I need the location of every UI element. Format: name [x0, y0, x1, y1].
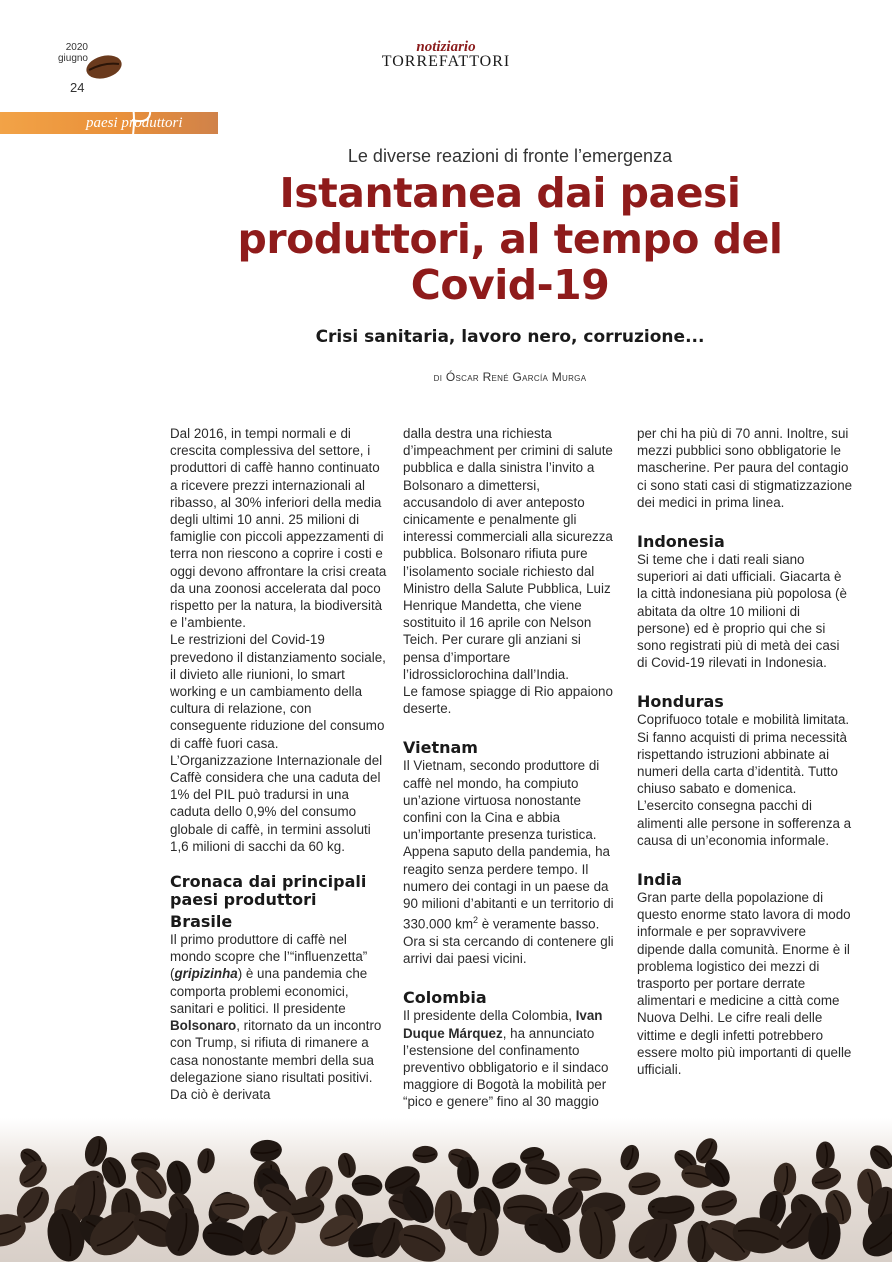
paragraph: Le famose spiagge di Rio appaiono deserte. [403, 684, 613, 717]
issue-month: giugno [57, 53, 88, 64]
coffee-beans-image [0, 1118, 892, 1262]
section-heading-cronaca: Cronaca dai principali paesi produttori [170, 872, 367, 910]
text-run: , ha annunciato l’estensione del confinamento preventivo obbligatorio e il sindaco maggiore di Bogotà la mobilità per “pico e genere” fino al 30 maggio [403, 1025, 609, 1110]
magazine-masthead [0, 40, 892, 70]
text-run: ) è una pandemia che comporta problemi economici, sanitari e politici. Il presidente [170, 966, 368, 1016]
text-run: , ritornato da un incontro con Trump, si rifiuta di rimanere a casa nonostante membri della sua delegazione siano risultati positivi. Da ciò è derivata [170, 1018, 382, 1102]
text-run: Il presidente della Colombia, [403, 1008, 576, 1024]
article-byline: di Óscar René García Murga [433, 370, 587, 384]
text-emphasis: Bolsonaro [170, 1018, 237, 1034]
article-kicker: Le diverse reazioni di fronte l’emergenza [347, 146, 673, 166]
page-number: 24 [70, 80, 85, 95]
section-heading-colombia: Colombia [403, 988, 487, 1008]
paragraph: L’esercito consegna pacchi di alimenti alle persone in sofferenza a causa di un’economia informale. [637, 798, 852, 848]
masthead-line2: TORREFATTORI [381, 53, 511, 70]
section-heading-honduras: Honduras [637, 692, 724, 712]
column-2 [403, 425, 618, 1111]
column-1 [170, 425, 388, 1103]
paragraph: Si teme che i dati reali siano superiori ai dati ufficiali. Giacarta è la città indonesiana più popolosa (è abitata da oltre 10 milioni di persone) ed è proprio qui che si sono registrati più di metà dei casi di Covid-19 rilevati in Indonesia. [637, 552, 847, 671]
superscript: 2 [472, 915, 478, 926]
paragraph-colombia [403, 1007, 618, 1110]
paragraph: per chi ha più di 70 anni. Inoltre, sui mezzi pubblici sono obbligatorie le mascherine. Per paura del contagio ci sono stati casi di stigmatizzazione dei medici in prima linea. [637, 426, 853, 510]
article-subtitle: Crisi sanitaria, lavoro nero, corruzione... [315, 327, 705, 347]
text-emphasis: Ivan Duque Márquez [403, 1008, 603, 1041]
text-run: Il Vietnam, secondo produttore di caffè nel mondo, ha compiuto un’azione virtuosa nonostante confini con la Cina e abbia un’importante presenza turistica. Appena saputo della pandemia, ha reagito senza perdere tempo. Il numero dei contagi in un paese da 90 milioni d’abitanti e un territorio di 330.000 km [403, 758, 614, 932]
paragraph: Dal 2016, in tempi normali e di crescita complessiva del settore, i produttori di caffè hanno continuato a ricevere prezzi internazionali al ribasso, al 30% inferiori della media degli ultimi 10 anni. 25 milioni di famiglie con piccoli appezzamenti di terra non riescono a coprire i costi e oggi devono affrontare la crisi creata da una zoonosi accelerata dal poco rispetto per la natura, la biodiversità e l’ambiente. [170, 426, 387, 631]
paragraph: Coprifuoco totale e mobilità limitata. Si fanno acquisti di prima necessità rispettando istruzioni abbinate ai numeri della carta d’identità. Tutto chiuso sabato e domenica. [637, 712, 850, 797]
paragraph-brasile [170, 931, 388, 1103]
section-heading-brasile: Brasile [170, 912, 233, 932]
section-heading-india: India [637, 870, 683, 890]
text-run: è veramente basso. Ora si sta cercando di contenere gli arrivi dai paesi vicini. [403, 916, 614, 967]
issue-year: 2020 [65, 42, 88, 53]
paragraph: Gran parte della popolazione di questo enorme stato lavora di modo informale e per sopravvivere dipende dalla comunità. Enorme è il problema logistico dei mezzi di trasporto per portare derrate alimentari e medicine a città come Nuova Delhi. Le cifre reali delle vittime e degli infetti potrebbero essere molto più importanti di quelle ufficiali. [637, 890, 852, 1078]
paragraph-vietnam [403, 757, 618, 967]
column-3 [637, 425, 853, 1078]
section-label: paesi produttori [86, 115, 183, 131]
paragraph: Le restrizioni del Covid-19 prevedono il distanziamento sociale, il divieto alle riunioni, lo smart working e un cambiamento della cultura di relazione, con conseguente riduzione del consumo di caffè fuori casa. [170, 632, 386, 751]
text-emphasis: gripizinha [174, 966, 238, 982]
section-heading-indonesia: Indonesia [637, 532, 725, 552]
masthead-line1: notiziario [416, 39, 476, 55]
article-title: Istantanea dai paesi produttori, al tempo del Covid-19 [237, 169, 783, 309]
text-run: Il primo produttore di caffè nel mondo scopre che l’“influenzetta” ( [170, 932, 368, 982]
paragraph: L’Organizzazione Internazionale del Caffè considera che una caduta del 1% del PIL può tradursi in una caduta dello 0,9% del consumo globale di caffè, in termini assoluti 1,6 milioni di sacchi da 60 kg. [170, 752, 383, 854]
paragraph: dalla destra una richiesta d’impeachment per crimini di salute pubblica e dalla sinistra l’invito a Bolsonaro a dimettersi, accusandolo di aver anteposto cinicamente e penalmente gli interessi commerciali alla sicurezza pubblica. Bolsonaro rifiuta pure l’isolamento sociale richiesto dal Ministro della Salute Pubblica, Luiz Henrique Mandetta, che viene sostituito il 16 aprile con Nelson Teich. Per curare gli anziani si pensa d’importare l’idrossiclorochina dall’India. [403, 426, 613, 682]
section-heading-vietnam: Vietnam [403, 738, 478, 758]
